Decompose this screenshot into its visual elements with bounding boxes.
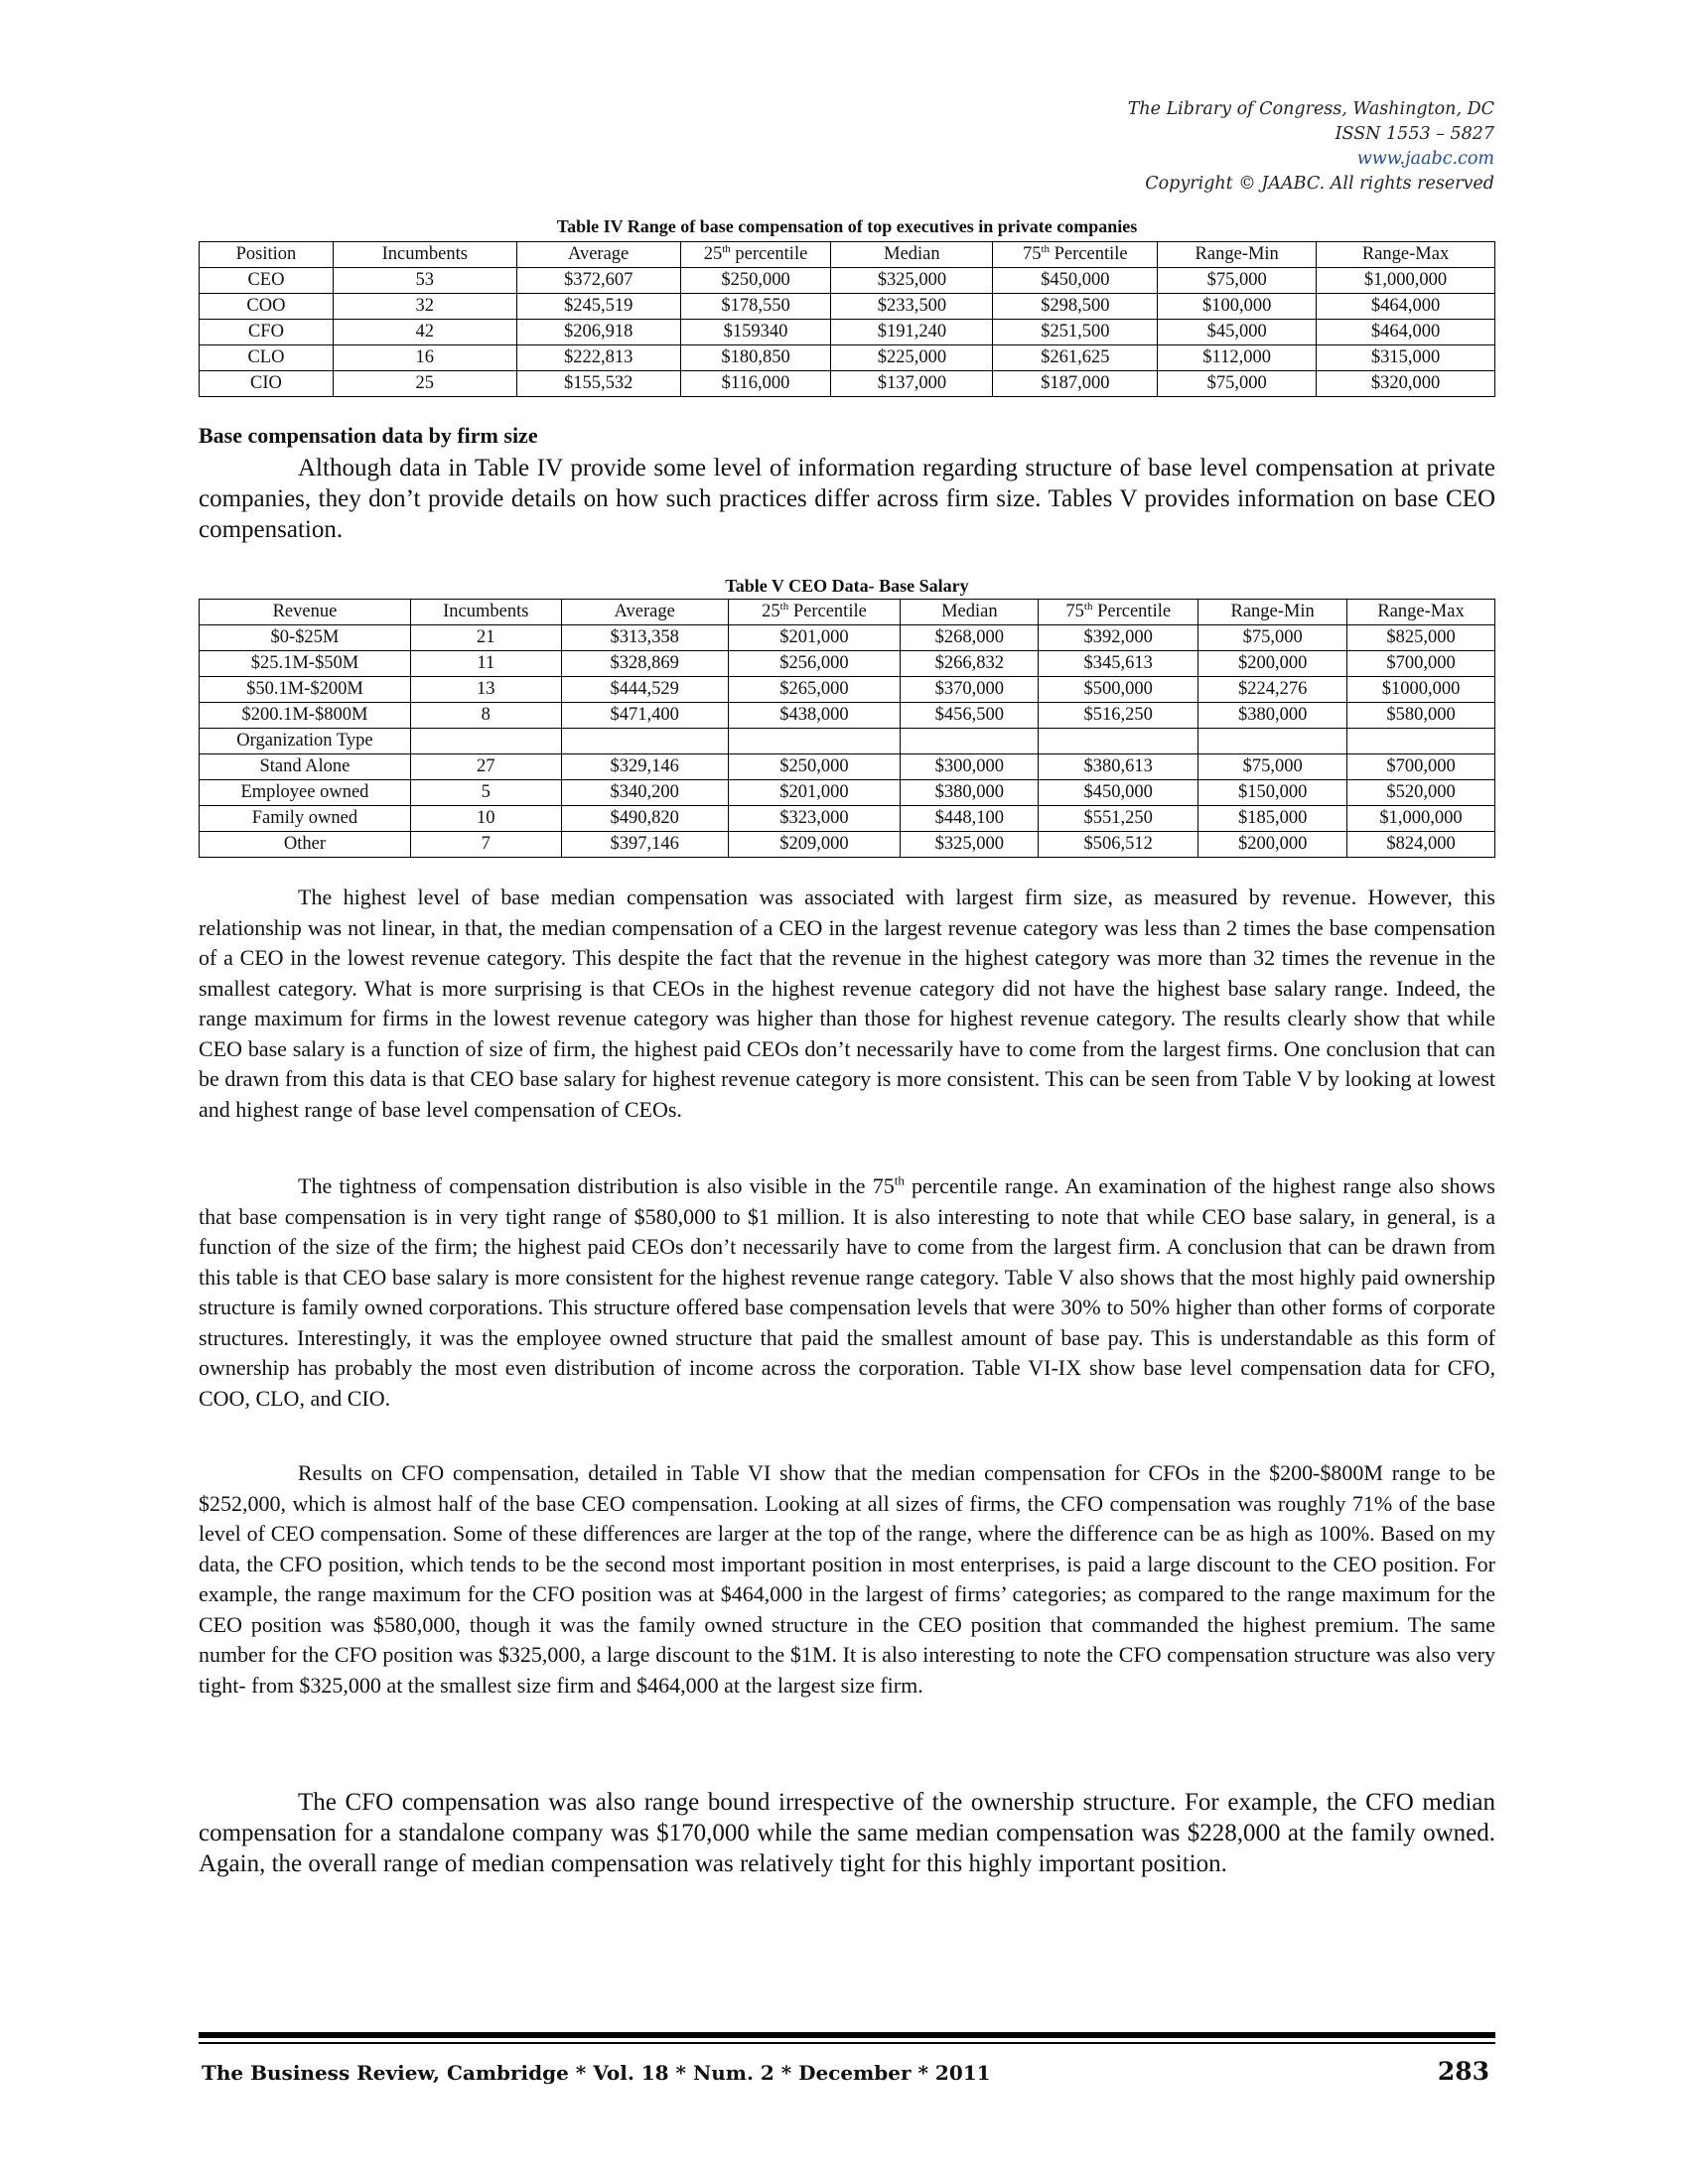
table-header-cell: Range-Max xyxy=(1347,600,1495,625)
table-cell: $448,100 xyxy=(901,806,1039,832)
table-header-cell: Range-Min xyxy=(1198,600,1347,625)
header-superscript: th xyxy=(722,242,731,255)
header-text: percentile xyxy=(730,244,808,264)
journal-header xyxy=(1128,97,1494,197)
table-cell: 21 xyxy=(410,625,561,651)
table-cell: $250,000 xyxy=(680,268,831,294)
section-title: Base compensation data by firm size xyxy=(199,423,538,448)
table-iv-caption: Table IV Range of base compensation of top executives in private companies xyxy=(556,216,1138,236)
paragraph-3-superscript: th xyxy=(894,1172,905,1188)
table-cell: $187,000 xyxy=(993,371,1158,397)
header-number: 25 xyxy=(762,602,780,621)
table-v-caption: Table V CEO Data- Base Salary xyxy=(725,576,969,596)
table-cell: $500,000 xyxy=(1039,677,1198,703)
table-cell: $268,000 xyxy=(901,625,1039,651)
table-cell: $329,146 xyxy=(561,754,728,780)
table-cell: $392,000 xyxy=(1039,625,1198,651)
table-cell: 16 xyxy=(333,345,516,371)
table-cell: $1,000,000 xyxy=(1347,806,1495,832)
table-iv-header-row xyxy=(200,242,1495,268)
table-cell: $225,000 xyxy=(831,345,993,371)
table-cell: $191,240 xyxy=(831,320,993,345)
table-cell: 7 xyxy=(410,832,561,858)
table-cell: 32 xyxy=(333,294,516,320)
table-cell: Other xyxy=(200,832,411,858)
paragraph-3 xyxy=(199,1171,1495,1414)
table-v-row xyxy=(200,754,1495,780)
table-cell: $506,512 xyxy=(1039,832,1198,858)
table-cell: $185,000 xyxy=(1198,806,1347,832)
table-cell: $200,000 xyxy=(1198,832,1347,858)
table-cell: $265,000 xyxy=(728,677,901,703)
table-cell: $438,000 xyxy=(728,703,901,729)
table-cell: $75,000 xyxy=(1158,371,1317,397)
table-cell xyxy=(561,729,728,754)
header-text: Percentile xyxy=(1050,244,1128,264)
header-superscript: th xyxy=(779,600,789,613)
table-v-row xyxy=(200,806,1495,832)
table-cell: $112,000 xyxy=(1158,345,1317,371)
table-cell: $261,625 xyxy=(993,345,1158,371)
table-iv-row xyxy=(200,345,1495,371)
table-cell: $1,000,000 xyxy=(1317,268,1495,294)
table-cell: $450,000 xyxy=(1039,780,1198,806)
table-cell: CIO xyxy=(200,371,334,397)
table-cell: $75,000 xyxy=(1158,268,1317,294)
table-cell: $520,000 xyxy=(1347,780,1495,806)
table-cell: $580,000 xyxy=(1347,703,1495,729)
table-header-cell: Median xyxy=(831,242,993,268)
table-cell: 5 xyxy=(410,780,561,806)
table-v-row xyxy=(200,729,1495,754)
table-cell: Employee owned xyxy=(200,780,411,806)
table-v-header-row xyxy=(200,600,1495,625)
header-number: 75 xyxy=(1065,602,1084,621)
table-cell: $298,500 xyxy=(993,294,1158,320)
table-cell: $490,820 xyxy=(561,806,728,832)
table-cell: CFO xyxy=(200,320,334,345)
table-cell xyxy=(410,729,561,754)
table-header-cell: Median xyxy=(901,600,1039,625)
table-cell: $250,000 xyxy=(728,754,901,780)
table-cell: $201,000 xyxy=(728,625,901,651)
table-cell: $209,000 xyxy=(728,832,901,858)
table-v-row xyxy=(200,625,1495,651)
table-header-cell: Revenue xyxy=(200,600,411,625)
table-cell: $45,000 xyxy=(1158,320,1317,345)
table-cell: $155,532 xyxy=(516,371,680,397)
table-cell: $159340 xyxy=(680,320,831,345)
page-number: 283 xyxy=(1437,2057,1489,2086)
footer-rule-thick xyxy=(199,2032,1495,2038)
table-cell: $323,000 xyxy=(728,806,901,832)
table-cell: 8 xyxy=(410,703,561,729)
table-cell: Family owned xyxy=(200,806,411,832)
table-cell: $464,000 xyxy=(1317,320,1495,345)
header-superscript: th xyxy=(1083,600,1093,613)
table-cell: $444,529 xyxy=(561,677,728,703)
table-header-cell: Position xyxy=(200,242,334,268)
table-cell: $200.1M-$800M xyxy=(200,703,411,729)
table-v-row xyxy=(200,780,1495,806)
table-cell xyxy=(1198,729,1347,754)
table-cell: $456,500 xyxy=(901,703,1039,729)
table-cell: $150,000 xyxy=(1198,780,1347,806)
table-cell: $320,000 xyxy=(1317,371,1495,397)
paragraph-2: The highest level of base median compensation was associated with largest firm size, as measured by revenue. However, this relationship was not linear, in that, the median compensation of a CEO in the largest revenue category was less than 2 times the base compensation of a CEO in the lowest revenue category. This despite the fact that the revenue in the highest category was more than 32 times the revenue in the smallest category. What is more surprising is that CEOs in the highest revenue category did not have the highest base salary range. Indeed, the range maximum for firms in the lowest revenue category was higher than those for highest revenue category. The results clearly show that while CEO base salary is a function of size of firm, the highest paid CEOs don’t necessarily have to come from the largest firms. One conclusion that can be drawn from this data is that CEO base salary for highest revenue category is more consistent. This can be seen from Table V by looking at lowest and highest range of base level compensation of CEOs. xyxy=(199,885,1495,1122)
table-cell: CEO xyxy=(200,268,334,294)
table-header-cell: Incumbents xyxy=(410,600,561,625)
header-number: 75 xyxy=(1022,244,1042,264)
table-cell: $824,000 xyxy=(1347,832,1495,858)
table-cell: $328,869 xyxy=(561,651,728,677)
header-website-link[interactable]: www.jaabc.com xyxy=(1356,149,1494,169)
table-cell: $380,000 xyxy=(901,780,1039,806)
table-cell: $340,200 xyxy=(561,780,728,806)
table-cell: $471,400 xyxy=(561,703,728,729)
footer-rule-thin xyxy=(199,2042,1495,2044)
table-cell: CLO xyxy=(200,345,334,371)
table-v xyxy=(199,599,1495,858)
paragraph-3-text-a: The tightness of compensation distribution is also visible in the 75 xyxy=(298,1173,895,1198)
table-header-cell xyxy=(1039,600,1198,625)
header-issn-line: ISSN 1553 – 5827 xyxy=(1335,124,1494,144)
paragraph-1: Although data in Table IV provide some level of information regarding structure of base level compensation at private companies, they don’t provide details on how such practices differ across firm size. Tables V provides information on base CEO compensation. xyxy=(199,455,1495,543)
table-cell: 42 xyxy=(333,320,516,345)
table-cell: $370,000 xyxy=(901,677,1039,703)
table-cell: $345,613 xyxy=(1039,651,1198,677)
table-iv-row xyxy=(200,320,1495,345)
table-cell: 27 xyxy=(410,754,561,780)
table-cell: $700,000 xyxy=(1347,754,1495,780)
table-iv-row xyxy=(200,371,1495,397)
table-v-row xyxy=(200,832,1495,858)
table-cell: $251,500 xyxy=(993,320,1158,345)
table-cell: $75,000 xyxy=(1198,754,1347,780)
table-cell: $224,276 xyxy=(1198,677,1347,703)
table-cell: COO xyxy=(200,294,334,320)
table-cell: $313,358 xyxy=(561,625,728,651)
table-header-cell xyxy=(993,242,1158,268)
table-cell: 13 xyxy=(410,677,561,703)
table-v-row xyxy=(200,651,1495,677)
table-cell: $380,613 xyxy=(1039,754,1198,780)
table-cell xyxy=(901,729,1039,754)
table-cell: $464,000 xyxy=(1317,294,1495,320)
table-cell: 11 xyxy=(410,651,561,677)
table-cell xyxy=(1039,729,1198,754)
table-cell: $397,146 xyxy=(561,832,728,858)
table-cell: $325,000 xyxy=(901,832,1039,858)
table-iv-row xyxy=(200,268,1495,294)
table-cell: $372,607 xyxy=(516,268,680,294)
table-cell: $266,832 xyxy=(901,651,1039,677)
header-number: 25 xyxy=(703,244,723,264)
header-copyright-line: Copyright © JAABC. All rights reserved xyxy=(1145,174,1494,194)
table-cell: $206,918 xyxy=(516,320,680,345)
table-cell: $75,000 xyxy=(1198,625,1347,651)
table-cell: $551,250 xyxy=(1039,806,1198,832)
table-cell: $245,519 xyxy=(516,294,680,320)
paragraph-3-text-b: percentile range. An examination of the highest range also shows that base compensation is in very tight range of $580,000 to $1 million. It is also interesting to note that while CEO base salary, in general, is a function of the size of the firm; the highest paid CEOs don’t necessarily have to come from the largest firm. A conclusion that can be drawn from this table is that CEO base salary is more consistent for the highest revenue range category. Table V also shows that the most highly paid ownership structure is family owned corporations. This structure offered base compensation levels that were 30% to 50% higher than other forms of corporate structures. Interestingly, it was the employee owned structure that paid the smallest amount of base pay. This is understandable as this form of ownership has probably the most even distribution of income across the corporation. Table VI-IX show base level compensation data for CFO, COO, CLO, and CIO. xyxy=(199,1173,1495,1411)
table-cell: 10 xyxy=(410,806,561,832)
table-cell: $325,000 xyxy=(831,268,993,294)
table-v-row xyxy=(200,703,1495,729)
table-cell: Stand Alone xyxy=(200,754,411,780)
table-cell: $25.1M-$50M xyxy=(200,651,411,677)
table-header-cell: Average xyxy=(516,242,680,268)
table-cell: $450,000 xyxy=(993,268,1158,294)
paragraph-4: Results on CFO compensation, detailed in Table VI show that the median compensation for CFOs in the $200-$800M range to be $252,000, which is almost half of the base CEO compensation. Looking at all sizes of firms, the CFO compensation was roughly 71% of the base level of CEO compensation. Some of these differences are larger at the top of the range, where the difference can be as high as 100%. Based on my data, the CFO position, which tends to be the second most important position in most enterprises, is paid a large discount to the CEO position. For example, the range maximum for the CFO position was at $464,000 in the largest of firms’ categories; as compared to the range maximum for the CEO position was $580,000, though it was the family owned structure in the CEO position that commanded the highest premium. The same number for the CFO position was $325,000, a large discount to the $1M. It is also interesting to note the CFO compensation structure was also very tight- from $325,000 at the smallest size firm and $464,000 at the largest size firm. xyxy=(199,1460,1495,1698)
table-header-cell xyxy=(728,600,901,625)
table-header-cell: Incumbents xyxy=(333,242,516,268)
header-text: Percentile xyxy=(788,602,867,621)
table-cell: $315,000 xyxy=(1317,345,1495,371)
table-header-cell xyxy=(680,242,831,268)
table-cell: $222,813 xyxy=(516,345,680,371)
table-cell: $137,000 xyxy=(831,371,993,397)
table-cell: $0-$25M xyxy=(200,625,411,651)
table-cell: 53 xyxy=(333,268,516,294)
table-cell: $825,000 xyxy=(1347,625,1495,651)
table-header-cell: Range-Min xyxy=(1158,242,1317,268)
table-iv xyxy=(199,241,1495,397)
table-cell: $200,000 xyxy=(1198,651,1347,677)
table-cell xyxy=(1347,729,1495,754)
table-cell: $180,850 xyxy=(680,345,831,371)
table-cell: $256,000 xyxy=(728,651,901,677)
table-cell: $100,000 xyxy=(1158,294,1317,320)
header-superscript: th xyxy=(1041,242,1050,255)
table-header-cell: Range-Max xyxy=(1317,242,1495,268)
table-cell: 25 xyxy=(333,371,516,397)
header-text: Percentile xyxy=(1092,602,1172,621)
table-cell: $178,550 xyxy=(680,294,831,320)
table-cell: $50.1M-$200M xyxy=(200,677,411,703)
table-cell: $300,000 xyxy=(901,754,1039,780)
table-cell: $380,000 xyxy=(1198,703,1347,729)
table-cell: $1000,000 xyxy=(1347,677,1495,703)
footer-journal-info: The Business Review, Cambridge * Vol. 18 * Num. 2 * December * 2011 xyxy=(202,2061,991,2085)
table-cell: $116,000 xyxy=(680,371,831,397)
table-v-row xyxy=(200,677,1495,703)
table-cell: $516,250 xyxy=(1039,703,1198,729)
table-cell: Organization Type xyxy=(200,729,411,754)
paragraph-5: The CFO compensation was also range bound irrespective of the ownership structure. For example, the CFO median compensation for a standalone company was $170,000 while the same median compensation was $228,000 at the family owned. Again, the overall range of median compensation was relatively tight for this highly important position. xyxy=(199,1789,1495,1877)
table-cell: $233,500 xyxy=(831,294,993,320)
table-header-cell: Average xyxy=(561,600,728,625)
table-cell xyxy=(728,729,901,754)
table-cell: $201,000 xyxy=(728,780,901,806)
table-cell: $700,000 xyxy=(1347,651,1495,677)
table-iv-row xyxy=(200,294,1495,320)
header-library-line: The Library of Congress, Washington, DC xyxy=(1127,99,1494,119)
